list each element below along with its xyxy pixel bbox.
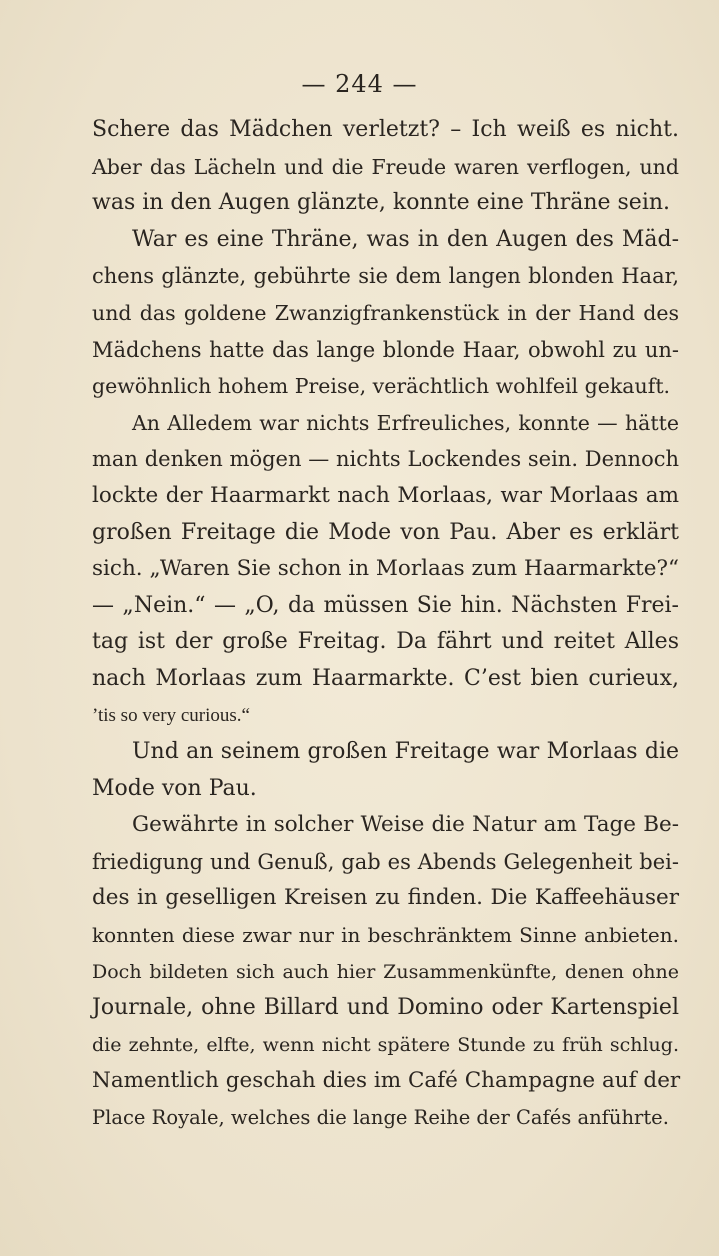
text-line: friedigung und Genuß, gab es Abends Gelegenheit bei-: [92, 849, 679, 874]
text-line: Journale, ohne Billard und Domino oder Kartenspiel: [92, 995, 679, 1021]
text-line: chens glänzte, gebührte sie dem langen blonden Haar,: [92, 264, 679, 289]
text-line: ’tis so very curious.“: [92, 704, 250, 726]
text-line: Mode von Pau.: [92, 775, 257, 801]
text-line: gewöhnlich hohem Preise, verächtlich wohlfeil gekauft.: [92, 374, 671, 399]
text-line: — „Nein.“ — „O, da müssen Sie hin. Nächsten Frei-: [92, 592, 679, 618]
page-number: — 244 —: [301, 70, 418, 98]
text-line: Mädchens hatte das lange blonde Haar, obwohl zu un-: [92, 337, 679, 362]
text-line: großen Freitage die Mode von Pau. Aber es erklärt: [92, 519, 679, 545]
text-line: An Alledem war nichts Erfreuliches, konnte — hätte: [132, 410, 679, 435]
text-line: und das goldene Zwanzigfrankenstück in der Hand des: [92, 300, 679, 325]
text-line: Schere das Mädchen verletzt? – Ich weiß es nicht.: [92, 117, 679, 142]
text-line: Und an seinem großen Freitage war Morlaas die: [132, 739, 679, 765]
text-line: konnten diese zwar nur in beschränktem Sinne anbieten.: [92, 923, 679, 948]
text-line: Aber das Lächeln und die Freude waren verflogen, und: [92, 154, 679, 179]
text-line: nach Morlaas zum Haarmarkte. C’est bien curieux,: [92, 665, 679, 691]
text-line: Place Royale, welches die lange Reihe der Cafés anführte.: [92, 1106, 669, 1130]
text-line: man denken mögen — nichts Lockendes sein. Dennoch: [92, 447, 679, 472]
text-line: Doch bildeten sich auch hier Zusammenkünfte, denen ohne: [92, 960, 679, 983]
text-line: Namentlich geschah dies im Café Champagne auf der: [92, 1068, 681, 1094]
text-line: lockte der Haarmarkt nach Morlaas, war Morlaas am: [92, 482, 679, 508]
text-line: was in den Augen glänzte, konnte eine Thräne sein.: [92, 190, 671, 216]
text-line: tag ist der große Freitag. Da fährt und reitet Alles: [92, 629, 679, 655]
body-text: [92, 112, 679, 1137]
text-line: sich. „Waren Sie schon in Morlaas zum Haarmarkte?“: [92, 556, 679, 582]
text-line: des in geselligen Kreisen zu finden. Die Kaffeehäuser: [92, 885, 679, 911]
text-line: War es eine Thräne, was in den Augen des Mäd-: [132, 226, 679, 252]
text-line: Gewährte in solcher Weise die Natur am Tage Be-: [132, 812, 679, 838]
text-line: die zehnte, elfte, wenn nicht spätere Stunde zu früh schlug.: [92, 1033, 679, 1056]
